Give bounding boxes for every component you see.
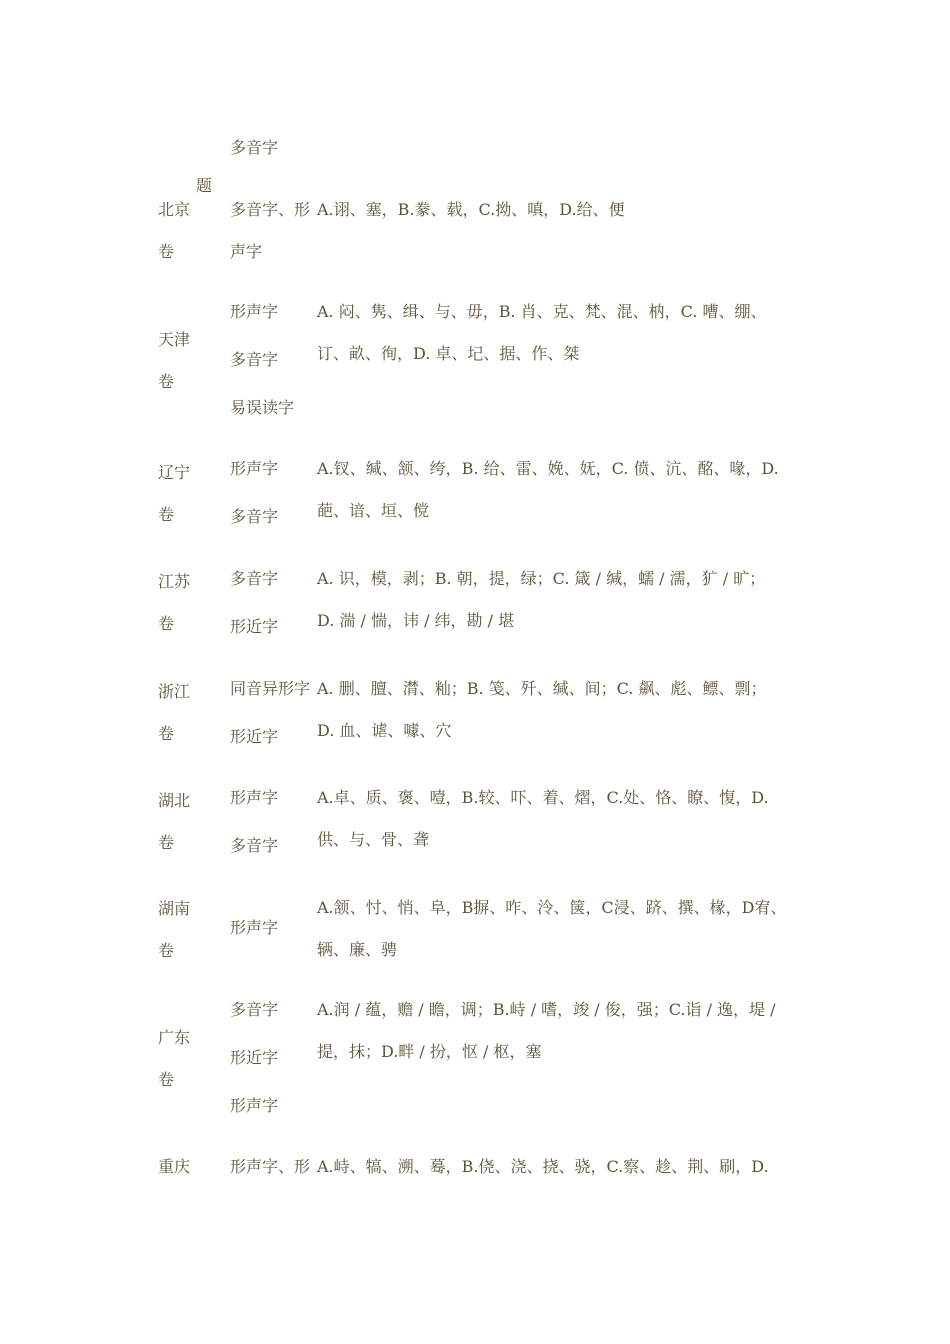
content-liaoning-1: A.钗、缄、颔、绔，B. 给、雷、娩、妩，C. 偾、沆、酩、喙，D. [317,459,779,478]
type-jiangsu-2: 形近字 [230,617,279,636]
region-jiangsu-line1: 江苏 [158,572,191,591]
region-beijing-line1: 北京 [158,200,191,219]
content-jiangsu-2: D. 湍 / 惴，讳 / 纬，勘 / 堪 [317,611,515,630]
content-zhejiang-2: D. 血、谑、噱、穴 [317,721,452,740]
header-title-fragment: 题 [196,176,213,195]
type-hubei-2: 多音字 [230,836,279,855]
content-liaoning-2: 葩、谙、垣、傥 [317,501,430,520]
region-guangdong-line1: 广东 [158,1028,191,1047]
region-jiangsu-line2: 卷 [158,614,175,633]
type-chongqing-1: 形声字、形 [230,1157,311,1176]
content-guangdong-1: A.润 / 蕴，赡 / 瞻，调；B.峙 / 嗜，竣 / 俊，强；C.诣 / 逸，堤 / [317,1000,776,1019]
region-tianjin-line2: 卷 [158,372,175,391]
region-chongqing-line1: 重庆 [158,1157,191,1176]
region-liaoning-line2: 卷 [158,505,175,524]
content-jiangsu-1: A. 识，模，剥；B. 朝，提，绿；C. 箴 / 缄，蠕 / 濡，犷 / 旷； [317,569,766,588]
content-hubei-1: A.卓、质、褒、噎，B.较、吓、着、熠，C.处、恪、瞭、愎，D. [317,788,769,807]
region-hubei-line2: 卷 [158,833,175,852]
type-jiangsu-1: 多音字 [230,569,279,588]
type-hunan-1: 形声字 [230,918,279,937]
type-beijing-1: 多音字、形 [230,200,311,219]
region-hubei-line1: 湖北 [158,791,191,810]
type-tianjin-1: 形声字 [230,302,279,321]
type-beijing-2: 声字 [230,242,263,261]
type-liaoning-2: 多音字 [230,507,279,526]
type-zhejiang-1: 同音异形字 [230,679,311,698]
content-hubei-2: 供、与、骨、聋 [317,830,430,849]
region-liaoning-line1: 辽宁 [158,463,191,482]
content-guangdong-2: 提，抹；D.畔 / 扮，怄 / 枢，塞 [317,1042,542,1061]
content-beijing-1: A.诩、塞，B.豢、载，C.拗、嗔，D.给、便 [317,200,625,219]
header-type-label: 多音字 [230,138,279,157]
content-tianjin-1: A. 闷、隽、缉、与、毋，B. 肖、克、梵、混、枘，C. 嘈、绷、 [317,302,767,321]
type-zhejiang-2: 形近字 [230,727,279,746]
type-hubei-1: 形声字 [230,788,279,807]
content-hunan-1: A.颔、忖、悄、阜，B摒、咋、泠、箧，C浸、跻、撰、椽，D宥、 [317,898,787,917]
region-beijing-line2: 卷 [158,242,175,261]
content-hunan-2: 辆、廉、骋 [317,940,398,959]
region-zhejiang-line2: 卷 [158,724,175,743]
type-tianjin-2: 多音字 [230,350,279,369]
region-hunan-line2: 卷 [158,941,175,960]
region-tianjin-line1: 天津 [158,330,191,349]
type-guangdong-2: 形近字 [230,1048,279,1067]
type-liaoning-1: 形声字 [230,459,279,478]
content-zhejiang-1: A. 删、膻、潸、籼；B. 笺、歼、缄、间；C. 飙、彪、鳔、剽； [317,679,767,698]
region-hunan-line1: 湖南 [158,899,191,918]
type-guangdong-1: 多音字 [230,1000,279,1019]
type-tianjin-3: 易误读字 [230,398,295,417]
region-guangdong-line2: 卷 [158,1070,175,1089]
content-tianjin-2: 订、畝、徇，D. 卓、圮、据、作、桀 [317,344,580,363]
type-guangdong-3: 形声字 [230,1096,279,1115]
region-zhejiang-line1: 浙江 [158,682,191,701]
content-chongqing-1: A.峙、犒、溯、蓦，B.侥、浇、挠、骁，C.察、趁、荆、刷，D. [317,1157,769,1176]
